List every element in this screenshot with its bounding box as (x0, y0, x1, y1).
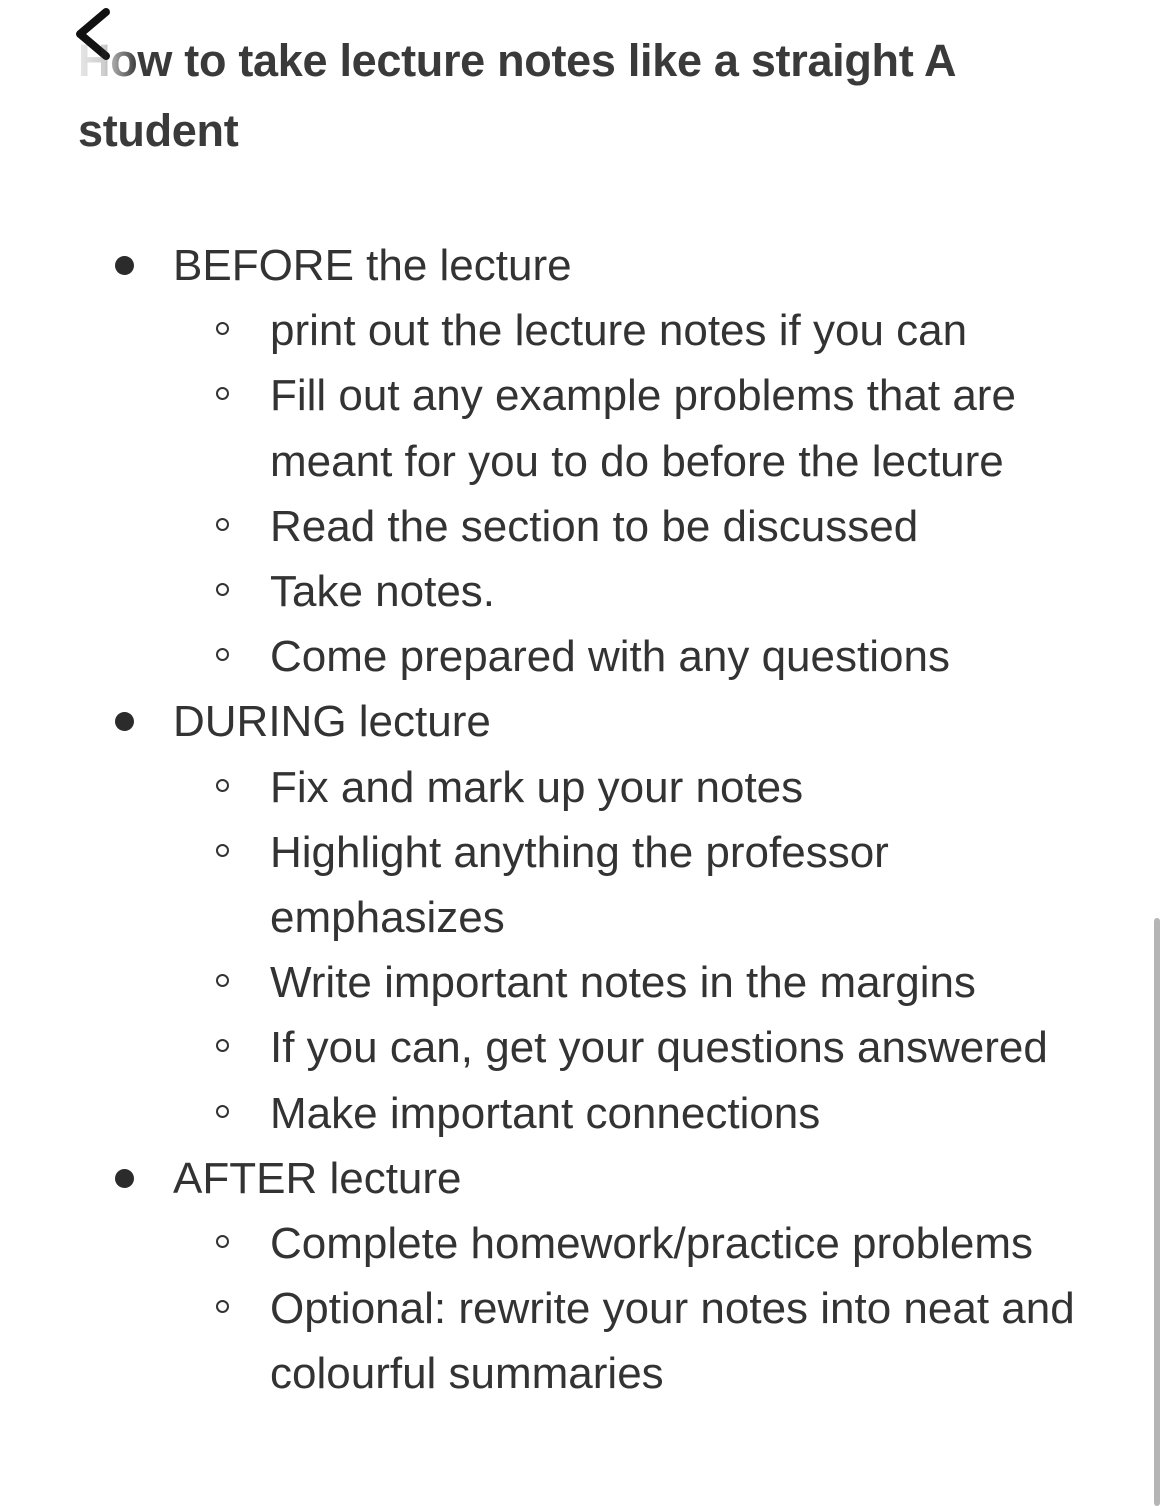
list-item (173, 1211, 1090, 1276)
item-text: Take notes. (270, 567, 496, 617)
item-text: Optional: rewrite your notes into neat and colourful summaries (270, 1284, 1075, 1399)
item-text: If you can, get your questions answered (270, 1023, 1048, 1073)
bullet-circle (216, 322, 229, 335)
list-item (173, 755, 1090, 820)
item-text: Come prepared with any questions (270, 632, 950, 682)
item-text: Make important connections (270, 1088, 821, 1138)
title-faded-text: Ho (78, 35, 138, 86)
scrollbar-thumb[interactable] (1154, 918, 1160, 1506)
bullet-dot (115, 1169, 134, 1188)
list-item (173, 559, 1090, 624)
bullet-circle (216, 1300, 229, 1313)
list-item (173, 950, 1090, 1015)
sub-list (173, 298, 1170, 689)
bullet-circle (216, 648, 229, 661)
list-item (173, 1015, 1090, 1080)
bullet-circle (216, 974, 229, 987)
bullet-circle (216, 1039, 229, 1052)
item-text: Highlight anything the professor emphasizes (270, 827, 889, 943)
list-item (173, 363, 1090, 493)
bullet-circle (216, 518, 229, 531)
bullet-dot (115, 712, 134, 731)
bullet-circle (216, 844, 229, 857)
sub-list (173, 1211, 1170, 1407)
title-text: w to take lecture notes like a straight A student (78, 35, 955, 156)
item-text: Complete homework/practice problems (270, 1219, 1033, 1269)
list-item (173, 298, 1090, 363)
item-text: print out the lecture notes if you can (270, 306, 968, 356)
sub-list (173, 755, 1170, 1146)
section-label: AFTER lecture (173, 1153, 462, 1203)
section-during (0, 689, 1170, 1145)
item-text: Fix and mark up your notes (270, 762, 804, 812)
item-text: Read the section to be discussed (270, 501, 919, 551)
list-item (173, 494, 1090, 559)
bullet-circle (216, 1105, 229, 1118)
list-item (173, 624, 1090, 689)
item-text: Write important notes in the margins (270, 958, 976, 1008)
item-text: Fill out any example problems that are meant for you to do before the lecture (270, 371, 1016, 486)
bullet-circle (216, 779, 229, 792)
bullet-circle (216, 583, 229, 596)
bullet-circle (216, 387, 229, 400)
bullet-dot (115, 256, 134, 275)
section-label: BEFORE the lecture (173, 241, 572, 290)
page-title (78, 26, 1078, 166)
bullet-circle (216, 1235, 229, 1248)
notes-outline (0, 233, 1170, 1407)
list-item (173, 1081, 1090, 1146)
section-before (0, 233, 1170, 689)
list-item (173, 820, 1090, 950)
section-label: DURING lecture (173, 697, 491, 747)
section-after (0, 1146, 1170, 1407)
list-item (173, 1276, 1090, 1406)
